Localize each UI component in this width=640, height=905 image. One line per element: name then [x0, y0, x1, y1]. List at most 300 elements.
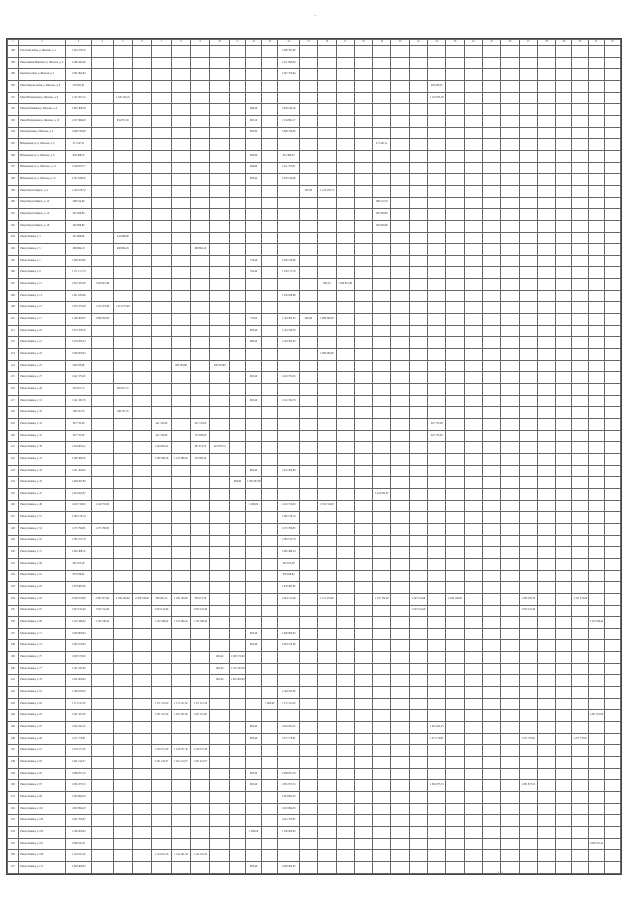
value-cell: [556, 430, 572, 442]
value-cell: [373, 826, 391, 838]
value-cell: [572, 150, 588, 162]
value-cell: [501, 267, 519, 279]
value-cell: [446, 407, 464, 419]
value-cell: [556, 453, 572, 465]
value-cell: [262, 267, 278, 279]
value-cell: [446, 279, 464, 291]
value-cell: [519, 558, 537, 570]
value-cell: [409, 558, 427, 570]
value-cell: [409, 675, 427, 687]
value-cell: 1 419 710,00: [92, 500, 114, 512]
value-cell: [132, 244, 151, 256]
value-cell: [446, 488, 464, 500]
value-cell: [113, 430, 132, 442]
value-cell: [318, 162, 336, 174]
value-cell: [572, 209, 588, 221]
value-cell: [152, 139, 171, 151]
value-cell: [171, 407, 190, 419]
value-cell: [171, 57, 190, 69]
value-cell: [262, 430, 278, 442]
value-cell: [336, 185, 354, 197]
value-cell: [299, 733, 317, 745]
value-cell: [537, 605, 555, 617]
value-cell: [354, 815, 372, 827]
value-cell: [92, 745, 114, 757]
value-cell: [152, 523, 171, 535]
value-cell: [132, 139, 151, 151]
table-row: [8, 582, 621, 594]
value-cell: [409, 337, 427, 349]
address-cell: Улица Ленина, д. 77: [18, 663, 65, 675]
value-cell: 1 032 353,48: [66, 279, 92, 291]
value-cell: [409, 220, 427, 232]
value-cell: [391, 628, 409, 640]
table-row: [8, 220, 621, 232]
value-cell: [446, 687, 464, 699]
value-cell: [464, 419, 482, 431]
value-cell: [132, 698, 151, 710]
value-cell: [556, 826, 572, 838]
value-cell: [519, 803, 537, 815]
value-cell: [588, 477, 604, 489]
value-cell: [501, 57, 519, 69]
value-cell: [588, 465, 604, 477]
value-cell: [299, 407, 317, 419]
value-cell: [373, 640, 391, 652]
value-cell: [391, 488, 409, 500]
value-cell: [278, 663, 300, 675]
value-cell: [152, 209, 171, 221]
value-cell: [210, 477, 229, 489]
value-cell: 963,40: [246, 733, 262, 745]
value-cell: [604, 162, 620, 174]
value-cell: 963,40: [210, 675, 229, 687]
value-cell: [336, 640, 354, 652]
value-cell: 1 171 171,78: [66, 267, 92, 279]
value-cell: [229, 290, 245, 302]
value-cell: [572, 465, 588, 477]
value-cell: [246, 792, 262, 804]
value-cell: [409, 209, 427, 221]
value-cell: [537, 337, 555, 349]
value-cell: 963,40: [246, 861, 262, 873]
value-cell: [483, 663, 501, 675]
value-cell: [588, 582, 604, 594]
row-number-cell: 248: [8, 757, 19, 769]
value-cell: 461 815,29: [278, 558, 300, 570]
value-cell: 1 419 710,00: [278, 500, 300, 512]
value-cell: [556, 244, 572, 256]
value-cell: [556, 465, 572, 477]
row-number-cell: 247: [8, 745, 19, 757]
column-header: 25: [483, 40, 501, 46]
address-cell: Улица имени Минского р. Шелонь, д. 9: [18, 57, 65, 69]
row-number-cell: 199: [8, 185, 19, 197]
row-number-cell: 201: [8, 209, 19, 221]
value-cell: 271 431,11: [373, 139, 391, 151]
value-cell: [318, 104, 336, 116]
value-cell: [409, 547, 427, 559]
value-cell: [446, 733, 464, 745]
value-cell: [391, 710, 409, 722]
value-cell: [556, 803, 572, 815]
value-cell: [318, 302, 336, 314]
value-cell: [409, 69, 427, 81]
value-cell: [446, 768, 464, 780]
row-number-cell: 204: [8, 244, 19, 256]
value-cell: [588, 570, 604, 582]
value-cell: [299, 850, 317, 862]
value-cell: 1 081 892,84: [66, 69, 92, 81]
value-cell: 1 147 321,74: [66, 92, 92, 104]
table-row: [8, 838, 621, 850]
value-cell: [299, 593, 317, 605]
value-cell: [132, 290, 151, 302]
value-cell: [336, 395, 354, 407]
value-cell: [537, 384, 555, 396]
value-cell: [229, 92, 245, 104]
value-cell: 1 149 163,00: [66, 687, 92, 699]
value-cell: [501, 465, 519, 477]
value-cell: [278, 757, 300, 769]
value-cell: [483, 325, 501, 337]
value-cell: [132, 162, 151, 174]
value-cell: [446, 698, 464, 710]
value-cell: [391, 838, 409, 850]
value-cell: [501, 547, 519, 559]
value-cell: [92, 232, 114, 244]
address-cell: Улица Ленина, д. 103: [18, 815, 65, 827]
value-cell: [428, 395, 446, 407]
value-cell: [336, 244, 354, 256]
value-cell: [464, 663, 482, 675]
value-cell: [391, 523, 409, 535]
value-cell: [501, 710, 519, 722]
row-number-cell: 227: [8, 512, 19, 524]
value-cell: [354, 861, 372, 873]
value-cell: [588, 395, 604, 407]
value-cell: [391, 453, 409, 465]
value-cell: [604, 733, 620, 745]
value-cell: [537, 174, 555, 186]
value-cell: [132, 80, 151, 92]
value-cell: [428, 465, 446, 477]
value-cell: 1 243 712,48: [278, 593, 300, 605]
value-cell: [428, 407, 446, 419]
value-cell: [483, 617, 501, 629]
value-cell: [464, 209, 482, 221]
value-cell: [373, 652, 391, 664]
value-cell: [92, 209, 114, 221]
value-cell: [262, 826, 278, 838]
value-cell: [588, 407, 604, 419]
value-cell: [572, 570, 588, 582]
table-row: [8, 92, 621, 104]
value-cell: [464, 115, 482, 127]
value-cell: [299, 838, 317, 850]
row-number-cell: 188: [8, 57, 19, 69]
value-cell: [572, 792, 588, 804]
value-cell: [354, 488, 372, 500]
value-cell: [113, 349, 132, 361]
value-cell: [210, 384, 229, 396]
value-cell: [572, 803, 588, 815]
value-cell: [92, 663, 114, 675]
value-cell: [428, 115, 446, 127]
value-cell: [132, 477, 151, 489]
value-cell: [191, 349, 210, 361]
value-cell: [464, 500, 482, 512]
value-cell: [92, 768, 114, 780]
value-cell: [171, 838, 190, 850]
row-number-cell: 210: [8, 314, 19, 326]
value-cell: [588, 244, 604, 256]
value-cell: 1 312 706,76: [66, 325, 92, 337]
value-cell: 1 219 571,30: [191, 745, 210, 757]
value-cell: [299, 337, 317, 349]
value-cell: [132, 652, 151, 664]
column-header: 15: [299, 40, 317, 46]
value-cell: [191, 768, 210, 780]
value-cell: [446, 80, 464, 92]
value-cell: 1 171 511,50: [278, 698, 300, 710]
value-cell: [210, 757, 229, 769]
value-cell: [152, 255, 171, 267]
value-cell: [336, 850, 354, 862]
value-cell: [428, 593, 446, 605]
value-cell: [171, 349, 190, 361]
address-cell: Улица Ленина, д. 51: [18, 512, 65, 524]
value-cell: [152, 349, 171, 361]
value-cell: [537, 780, 555, 792]
table-row: [8, 290, 621, 302]
row-number-cell: 222: [8, 453, 19, 465]
value-cell: [171, 558, 190, 570]
value-cell: [191, 792, 210, 804]
value-cell: [428, 535, 446, 547]
value-cell: [354, 244, 372, 256]
value-cell: 241 969,96: [66, 232, 92, 244]
value-cell: [299, 127, 317, 139]
value-cell: [152, 244, 171, 256]
value-cell: [354, 407, 372, 419]
value-cell: [519, 162, 537, 174]
table-row: [8, 419, 621, 431]
address-cell: Улица Ленина, д. 11: [18, 279, 65, 291]
value-cell: [299, 232, 317, 244]
value-cell: [428, 582, 446, 594]
value-cell: [171, 69, 190, 81]
value-cell: [132, 826, 151, 838]
address-cell: Улица Кабашкина р. Шелонь, д. 9: [18, 104, 65, 116]
value-cell: [318, 733, 336, 745]
address-cell: Улица Ленина, д. 23: [18, 349, 65, 361]
value-cell: [519, 279, 537, 291]
address-cell: Улица Ленина, д. 35: [18, 419, 65, 431]
value-cell: [604, 127, 620, 139]
value-cell: [501, 430, 519, 442]
value-cell: [391, 826, 409, 838]
page-footer-mark: 1 1: [497, 872, 504, 877]
value-cell: [464, 139, 482, 151]
address-cell: Набережная ул. р. Шелонь, д. 5: [18, 139, 65, 151]
value-cell: [519, 523, 537, 535]
value-cell: [191, 628, 210, 640]
value-cell: [409, 850, 427, 862]
value-cell: [210, 617, 229, 629]
value-cell: [171, 663, 190, 675]
value-cell: [246, 453, 262, 465]
value-cell: [483, 477, 501, 489]
value-cell: [246, 512, 262, 524]
value-cell: [556, 722, 572, 734]
value-cell: [409, 92, 427, 104]
value-cell: [446, 314, 464, 326]
value-cell: 1 544 276,70: [66, 46, 92, 58]
value-cell: [229, 488, 245, 500]
value-cell: [604, 488, 620, 500]
table-row: [8, 115, 621, 127]
value-cell: [537, 477, 555, 489]
value-cell: [519, 372, 537, 384]
value-cell: [92, 850, 114, 862]
value-cell: [501, 349, 519, 361]
value-cell: [572, 314, 588, 326]
value-cell: [409, 442, 427, 454]
value-cell: 1 119 873,18: [428, 92, 446, 104]
value-cell: 1 043 894,50: [278, 803, 300, 815]
value-cell: [572, 267, 588, 279]
value-cell: [428, 360, 446, 372]
value-cell: [483, 535, 501, 547]
value-cell: 1 096 363,03: [92, 314, 114, 326]
value-cell: [604, 652, 620, 664]
row-number-cell: 245: [8, 722, 19, 734]
value-cell: [428, 185, 446, 197]
value-cell: [299, 500, 317, 512]
value-cell: [210, 582, 229, 594]
value-cell: [318, 290, 336, 302]
value-cell: [262, 558, 278, 570]
value-cell: [409, 745, 427, 757]
row-number-cell: 197: [8, 162, 19, 174]
value-cell: [373, 698, 391, 710]
value-cell: [409, 395, 427, 407]
table-row: [8, 372, 621, 384]
value-cell: [519, 349, 537, 361]
value-cell: [278, 209, 300, 221]
value-cell: [152, 372, 171, 384]
value-cell: [132, 803, 151, 815]
value-cell: [588, 826, 604, 838]
value-cell: [191, 150, 210, 162]
value-cell: [519, 290, 537, 302]
value-cell: [113, 792, 132, 804]
value-cell: [318, 372, 336, 384]
value-cell: [483, 792, 501, 804]
value-cell: [229, 535, 245, 547]
value-cell: [92, 547, 114, 559]
value-cell: [354, 139, 372, 151]
value-cell: [409, 488, 427, 500]
value-cell: [428, 768, 446, 780]
row-number-cell: 186: [8, 46, 19, 58]
value-cell: [409, 722, 427, 734]
value-cell: [191, 162, 210, 174]
value-cell: 1 043 894,50: [278, 792, 300, 804]
value-cell: [604, 302, 620, 314]
value-cell: 1 201 214,57: [171, 757, 190, 769]
value-cell: [556, 46, 572, 58]
value-cell: [373, 558, 391, 570]
value-cell: [113, 803, 132, 815]
address-cell: Улица Ленина, д. 63: [18, 582, 65, 594]
value-cell: [171, 535, 190, 547]
value-cell: [92, 535, 114, 547]
value-cell: [556, 547, 572, 559]
value-cell: [537, 407, 555, 419]
value-cell: [191, 803, 210, 815]
value-cell: [92, 197, 114, 209]
value-cell: [428, 337, 446, 349]
value-cell: [278, 197, 300, 209]
value-cell: [588, 687, 604, 699]
value-cell: 1 096 363,03: [318, 314, 336, 326]
value-cell: [262, 384, 278, 396]
value-cell: [537, 535, 555, 547]
value-cell: [299, 745, 317, 757]
value-cell: [501, 150, 519, 162]
value-cell: [483, 605, 501, 617]
value-cell: [572, 244, 588, 256]
value-cell: [588, 232, 604, 244]
value-cell: [373, 850, 391, 862]
value-cell: [588, 780, 604, 792]
value-cell: [191, 687, 210, 699]
value-cell: 963,40: [246, 768, 262, 780]
value-cell: [556, 757, 572, 769]
value-cell: [246, 185, 262, 197]
value-cell: [191, 640, 210, 652]
address-cell: Улица Ленина, д. 3: [18, 232, 65, 244]
value-cell: 461 815,29: [66, 558, 92, 570]
value-cell: [588, 384, 604, 396]
value-cell: 1 219 571,30: [152, 745, 171, 757]
value-cell: [229, 640, 245, 652]
value-cell: [229, 185, 245, 197]
value-cell: [373, 407, 391, 419]
value-cell: [537, 500, 555, 512]
value-cell: [191, 115, 210, 127]
value-cell: [299, 465, 317, 477]
value-cell: 1 000 800,00: [66, 628, 92, 640]
value-cell: [318, 57, 336, 69]
value-cell: [210, 174, 229, 186]
value-cell: [354, 768, 372, 780]
value-cell: [464, 523, 482, 535]
value-cell: [604, 640, 620, 652]
value-cell: [229, 80, 245, 92]
table-row: [8, 628, 621, 640]
value-cell: [572, 360, 588, 372]
value-cell: [262, 663, 278, 675]
value-cell: [483, 570, 501, 582]
value-cell: [92, 628, 114, 640]
value-cell: [278, 617, 300, 629]
value-cell: [354, 46, 372, 58]
value-cell: [537, 640, 555, 652]
address-cell: Улица Ленина, д. 67: [18, 605, 65, 617]
